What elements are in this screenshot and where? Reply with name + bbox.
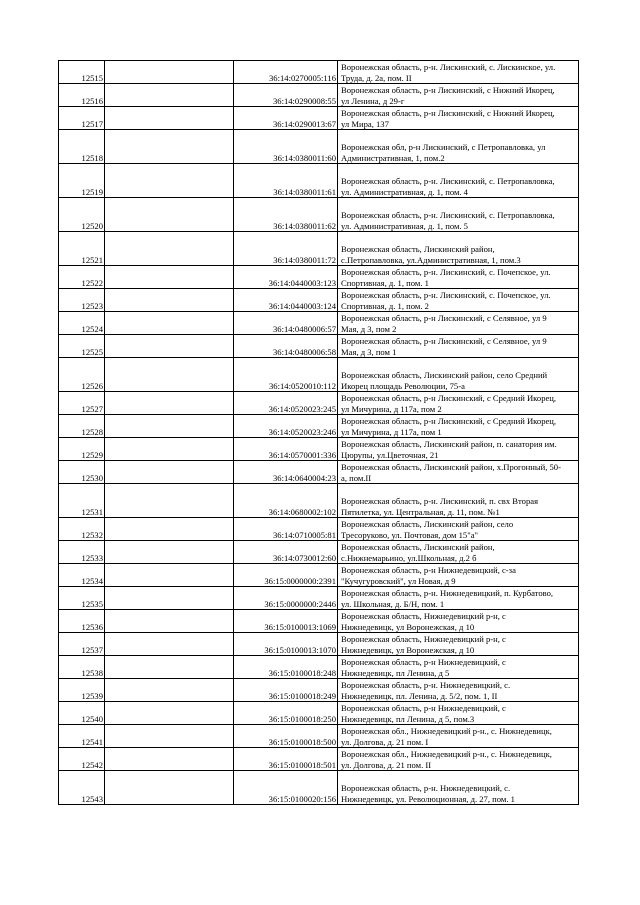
row-number-cell: 12516 (59, 84, 105, 107)
cadastral-number-cell: 36:14:0520010:112 (234, 358, 338, 392)
address-cell (338, 656, 579, 679)
address-line: Воронежская область, Лискинский район, (341, 542, 495, 553)
cadastral-number-cell: 36:15:0100013:1070 (234, 633, 338, 656)
address-line: ул. Долгова, д. 21 пом. II (341, 759, 432, 770)
empty-cell (105, 725, 234, 748)
empty-cell (105, 289, 234, 312)
registry-table (58, 60, 579, 805)
address-line: Воронежская область, р-н Нижнедевицкий, с-за (341, 565, 516, 576)
empty-cell (105, 748, 234, 771)
address-cell (338, 358, 579, 392)
address-cell (338, 702, 579, 725)
address-line: Воронежская область, Лискинский район, х.Прогонный, 50- (341, 462, 561, 473)
address-cell (338, 438, 579, 461)
empty-cell (105, 107, 234, 130)
address-line: Воронежская область, р-н Нижнедевицкий, с (341, 657, 506, 668)
cadastral-number-cell: 36:15:0100018:500 (234, 725, 338, 748)
cadastral-number-cell: 36:14:0380011:62 (234, 198, 338, 232)
table-row (59, 610, 579, 633)
address-cell (338, 461, 579, 484)
row-number-cell: 12522 (59, 266, 105, 289)
row-number-cell: 12534 (59, 564, 105, 587)
cadastral-number-cell: 36:14:0730012:60 (234, 541, 338, 564)
cadastral-number-cell: 36:14:0440003:124 (234, 289, 338, 312)
table-row (59, 564, 579, 587)
empty-cell (105, 392, 234, 415)
address-line: Воронежская обл, р-н Лискинский, с Петропавловка, ул (341, 142, 546, 153)
empty-cell (105, 358, 234, 392)
address-cell (338, 610, 579, 633)
address-cell (338, 587, 579, 610)
empty-cell (105, 312, 234, 335)
address-cell (338, 771, 579, 805)
empty-cell (105, 198, 234, 232)
address-line: ул Мичурина, д 117а, пом 2 (341, 403, 442, 414)
cadastral-number-cell: 36:14:0480006:57 (234, 312, 338, 335)
address-line: Административная, 1, пом.2 (341, 152, 445, 163)
address-line: Воронежская область, р-н Нижнедевицкий, с (341, 703, 506, 714)
address-line: Воронежская область, р-н Лискинский, с Селявное, ул 9 (341, 336, 547, 347)
address-line: Воронежская область, р-н. Лискинский, п. свх Вторая (341, 496, 539, 507)
row-number-cell: 12540 (59, 702, 105, 725)
cadastral-number-cell: 36:14:0290008:55 (234, 84, 338, 107)
address-cell (338, 289, 579, 312)
address-line: с.Петропавловка, ул.Административная, 1, пом.3 (341, 254, 521, 265)
table-row (59, 289, 579, 312)
table-row (59, 415, 579, 438)
empty-cell (105, 84, 234, 107)
cadastral-number-cell: 36:14:0680002:102 (234, 484, 338, 518)
row-number-cell: 12541 (59, 725, 105, 748)
address-cell (338, 198, 579, 232)
address-cell (338, 725, 579, 748)
empty-cell (105, 679, 234, 702)
address-cell (338, 61, 579, 84)
cadastral-number-cell: 36:14:0270005:116 (234, 61, 338, 84)
empty-cell (105, 415, 234, 438)
address-line: ул Ленина, д 29-г (341, 95, 405, 106)
table-row (59, 633, 579, 656)
table-row (59, 438, 579, 461)
row-number-cell: 12529 (59, 438, 105, 461)
address-line: Воронежская область, Нижнедевицкий р-н, с (341, 611, 506, 622)
row-number-cell: 12517 (59, 107, 105, 130)
table-row (59, 656, 579, 679)
cadastral-number-cell: 36:14:0380011:60 (234, 130, 338, 164)
table-row (59, 61, 579, 84)
address-line: Воронежская область, р-н. Лискинский, с. Петропавловка, (341, 210, 555, 221)
cadastral-number-cell: 36:14:0380011:61 (234, 164, 338, 198)
address-line: Воронежская область, Нижнедевицкий р-н, с (341, 634, 506, 645)
table-row (59, 771, 579, 805)
address-cell (338, 748, 579, 771)
address-cell (338, 541, 579, 564)
address-line: Воронежская область, р-н. Лискинский, с. Петропавловка, (341, 176, 555, 187)
address-cell (338, 266, 579, 289)
table-row (59, 392, 579, 415)
cadastral-number-cell: 36:15:0100018:501 (234, 748, 338, 771)
row-number-cell: 12526 (59, 358, 105, 392)
row-number-cell: 12533 (59, 541, 105, 564)
address-line: Нижнедевицк, ул. Революционная, д. 27, пом. 1 (341, 793, 515, 804)
address-cell (338, 415, 579, 438)
address-cell (338, 130, 579, 164)
empty-cell (105, 61, 234, 84)
cadastral-number-cell: 36:14:0480006:58 (234, 335, 338, 358)
table-row (59, 312, 579, 335)
table-row (59, 461, 579, 484)
row-number-cell: 12532 (59, 518, 105, 541)
table-row (59, 541, 579, 564)
address-line: ул. Административная, д. 1, пом. 4 (341, 186, 468, 197)
address-cell (338, 518, 579, 541)
row-number-cell: 12536 (59, 610, 105, 633)
cadastral-number-cell: 36:14:0710005:81 (234, 518, 338, 541)
address-cell (338, 392, 579, 415)
empty-cell (105, 335, 234, 358)
table-row (59, 84, 579, 107)
cadastral-number-cell: 36:14:0380011:72 (234, 232, 338, 266)
row-number-cell: 12525 (59, 335, 105, 358)
table-row (59, 484, 579, 518)
row-number-cell: 12521 (59, 232, 105, 266)
address-line: Воронежская область, р-н Лискинский, с Средний Икорец, (341, 393, 557, 404)
address-line: Воронежская область, р-н. Нижнедевицкий, с. (341, 783, 511, 794)
address-line: ул Мира, 137 (341, 118, 389, 129)
empty-cell (105, 164, 234, 198)
table-row (59, 518, 579, 541)
row-number-cell: 12542 (59, 748, 105, 771)
row-number-cell: 12543 (59, 771, 105, 805)
address-line: Воронежская область, р-н. Нижнедевицкий, п. Курбатово, (341, 588, 554, 599)
empty-cell (105, 633, 234, 656)
address-line: Воронежская область, р-н. Лискинский, с. Почепское, ул. (341, 267, 551, 278)
table-row (59, 164, 579, 198)
address-line: Пятилетка, ул. Центральная, д. 11, пом. №1 (341, 506, 500, 517)
address-line: Спортивная, д. 1, пом. 2 (341, 300, 429, 311)
address-cell (338, 232, 579, 266)
row-number-cell: 12530 (59, 461, 105, 484)
address-cell (338, 107, 579, 130)
address-line: Воронежская область, р-н Лискинский, с Средний Икорец, (341, 416, 557, 427)
address-line: Воронежская область, Лискинский район, село (341, 519, 514, 530)
address-line: Воронежская область, р-н. Лискинский, с. Лискинское, ул. (341, 62, 556, 73)
row-number-cell: 12539 (59, 679, 105, 702)
address-line: "Кучугуровский", ул Новая, д 9 (341, 575, 456, 586)
row-number-cell: 12524 (59, 312, 105, 335)
table-row (59, 198, 579, 232)
address-line: а, пом.II (341, 472, 372, 483)
table-row (59, 232, 579, 266)
table-row (59, 725, 579, 748)
address-line: Воронежская область, р-н Лискинский, с Нижний Икорец, (341, 108, 555, 119)
address-line: Воронежская область, р-н Лискинский, с Нижний Икорец, (341, 85, 555, 96)
table-row (59, 266, 579, 289)
address-line: Тресоруково, ул. Почтовая, дом 15"а" (341, 529, 479, 540)
table-row (59, 130, 579, 164)
table-row (59, 679, 579, 702)
cadastral-number-cell: 36:15:0100018:250 (234, 702, 338, 725)
cadastral-number-cell: 36:15:0100020:156 (234, 771, 338, 805)
address-line: Мая, д 3, пом 1 (341, 346, 397, 357)
row-number-cell: 12515 (59, 61, 105, 84)
address-line: Воронежская область, р-н. Нижнедевицкий, с. (341, 680, 511, 691)
empty-cell (105, 438, 234, 461)
address-cell (338, 484, 579, 518)
address-line: Икорец площадь Революции, 75-а (341, 380, 465, 391)
address-line: с.Нижнемарьино, ул.Школьная, д.2 б (341, 552, 477, 563)
empty-cell (105, 564, 234, 587)
address-line: Воронежская область, Лискинский район, п. санатория им. (341, 439, 557, 450)
cadastral-number-cell: 36:14:0570001:336 (234, 438, 338, 461)
empty-cell (105, 130, 234, 164)
address-line: Воронежская обл., Нижнедевицкий р-н., с. Нижнедевицк, (341, 726, 552, 737)
address-line: Цюрупы, ул.Цветочная, 21 (341, 449, 439, 460)
address-cell (338, 679, 579, 702)
empty-cell (105, 232, 234, 266)
empty-cell (105, 518, 234, 541)
cadastral-number-cell: 36:15:0100018:249 (234, 679, 338, 702)
row-number-cell: 12538 (59, 656, 105, 679)
address-line: Нижнедевицк, ул Воронежская, д 10 (341, 644, 475, 655)
row-number-cell: 12523 (59, 289, 105, 312)
table-row (59, 335, 579, 358)
address-line: Нижнедевицк, пл Ленина, д 5, пом.3 (341, 713, 475, 724)
address-line: Воронежская область, Лискинский район, село Средний (341, 370, 548, 381)
empty-cell (105, 461, 234, 484)
row-number-cell: 12518 (59, 130, 105, 164)
cadastral-number-cell: 36:15:0000000:2446 (234, 587, 338, 610)
row-number-cell: 12527 (59, 392, 105, 415)
empty-cell (105, 610, 234, 633)
address-line: Нижнедевицк, пл Ленина, д 5 (341, 667, 450, 678)
registry-table-body (59, 61, 579, 805)
address-line: Нижнедевицк, ул Воронежская, д 10 (341, 621, 475, 632)
address-line: Труда, д. 2а, пом. II (341, 72, 412, 83)
table-row (59, 107, 579, 130)
address-line: Воронежская область, р-н. Лискинский, с. Почепское, ул. (341, 290, 551, 301)
cadastral-number-cell: 36:14:0520023:245 (234, 392, 338, 415)
table-row (59, 587, 579, 610)
address-line: Мая, д 3, пом 2 (341, 323, 397, 334)
address-cell (338, 312, 579, 335)
address-line: Воронежская область, р-н Лискинский, с Селявное, ул 9 (341, 313, 547, 324)
empty-cell (105, 771, 234, 805)
address-cell (338, 633, 579, 656)
empty-cell (105, 702, 234, 725)
table-row (59, 358, 579, 392)
address-cell (338, 164, 579, 198)
row-number-cell: 12519 (59, 164, 105, 198)
row-number-cell: 12520 (59, 198, 105, 232)
address-line: ул. Административная, д. 1, пом. 5 (341, 220, 468, 231)
address-line: ул. Долгова, д. 21 пом. I (341, 736, 429, 747)
row-number-cell: 12535 (59, 587, 105, 610)
empty-cell (105, 266, 234, 289)
row-number-cell: 12531 (59, 484, 105, 518)
cadastral-number-cell: 36:15:0100013:1069 (234, 610, 338, 633)
empty-cell (105, 656, 234, 679)
cadastral-number-cell: 36:14:0440003:123 (234, 266, 338, 289)
row-number-cell: 12537 (59, 633, 105, 656)
address-cell (338, 335, 579, 358)
table-row (59, 748, 579, 771)
cadastral-number-cell: 36:14:0290013:67 (234, 107, 338, 130)
cadastral-number-cell: 36:14:0520023:246 (234, 415, 338, 438)
row-number-cell: 12528 (59, 415, 105, 438)
cadastral-number-cell: 36:14:0640004:23 (234, 461, 338, 484)
address-line: Воронежская обл., Нижнедевицкий р-н., с. Нижнедевицк, (341, 749, 552, 760)
address-line: ул Мичурина, д 117а, пом 1 (341, 426, 442, 437)
table-row (59, 702, 579, 725)
address-line: Воронежская область, Лискинский район, (341, 244, 495, 255)
cadastral-number-cell: 36:15:0100018:248 (234, 656, 338, 679)
empty-cell (105, 587, 234, 610)
cadastral-number-cell: 36:15:0000000:2391 (234, 564, 338, 587)
address-cell (338, 84, 579, 107)
empty-cell (105, 484, 234, 518)
empty-cell (105, 541, 234, 564)
address-line: Нижнедевицк, пл. Ленина, д. 5/2, пом. 1, II (341, 690, 498, 701)
address-cell (338, 564, 579, 587)
address-line: ул. Школьная, д. Б/Н, пом. 1 (341, 598, 445, 609)
address-line: Спортивная, д. 1, пом. 1 (341, 277, 429, 288)
